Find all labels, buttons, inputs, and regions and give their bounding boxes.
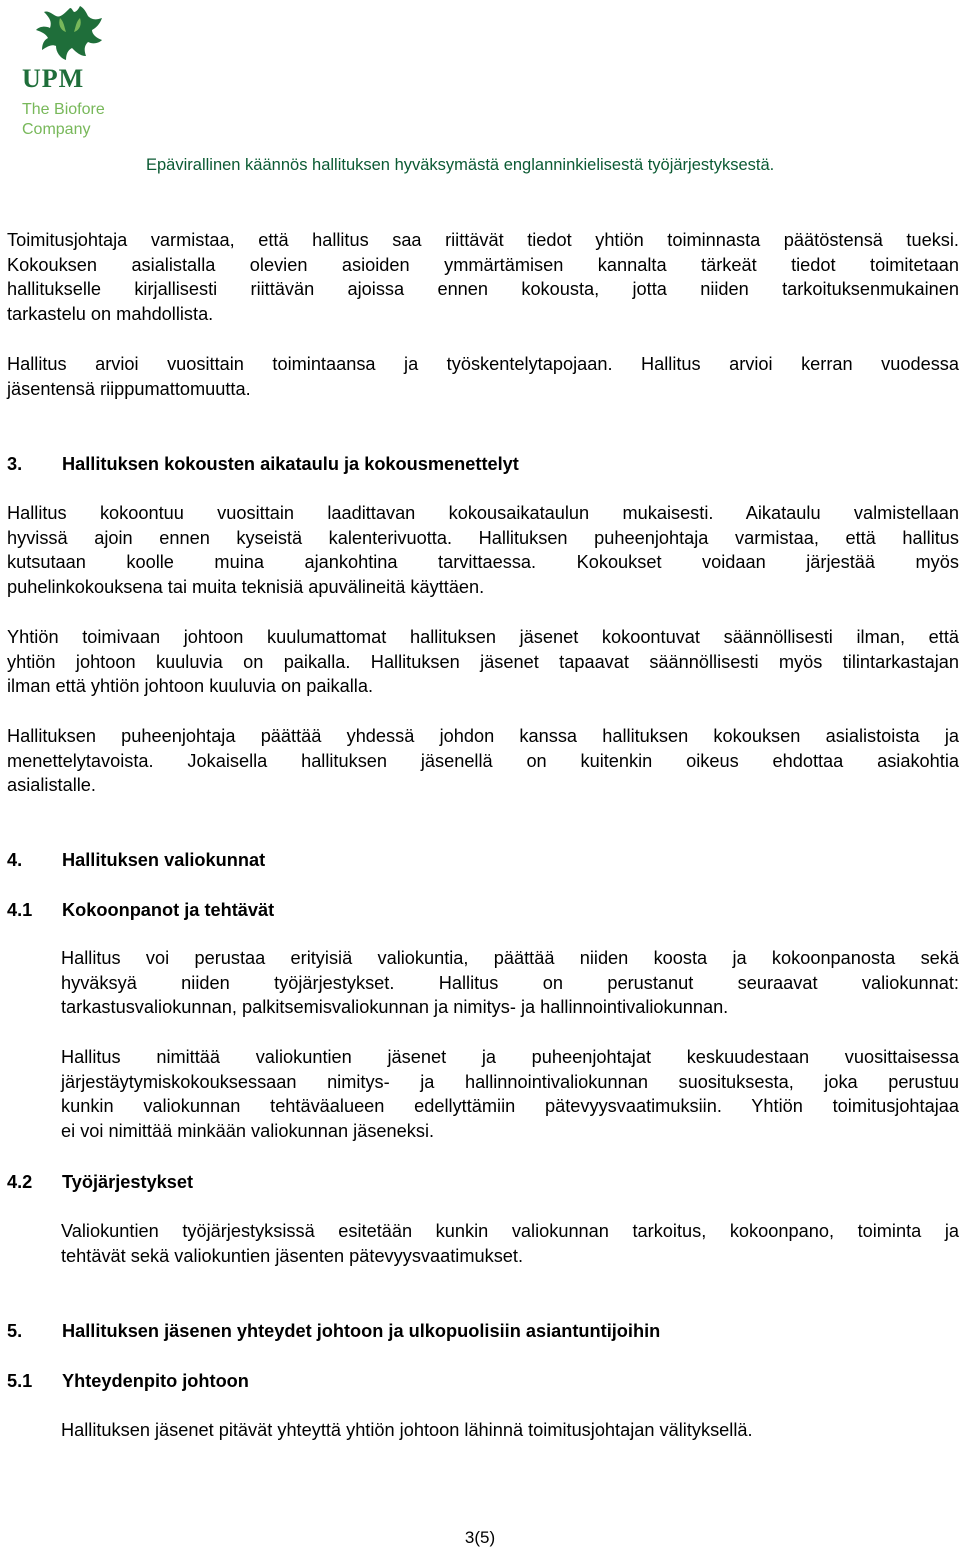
text-line: puhelinkokouksena tai muita teknisiä apuvälineitä käyttäen. bbox=[7, 577, 485, 598]
text-line: Yhtiön toimivaan johtoon kuulumattomat hallituksen jäsenet kokoontuvat säännöllisesti ilman, että bbox=[7, 627, 959, 647]
section-title: Hallituksen jäsenen yhteydet johtoon ja ulkopuolisiin asiantuntijoihin bbox=[62, 1321, 661, 1341]
upm-logo bbox=[22, 4, 118, 138]
text-line: Kokouksen asialistalla olevien asioiden ymmärtämisen kannalta tärkeät tiedot toimitetaan bbox=[7, 254, 959, 275]
section-title: Hallituksen valiokunnat bbox=[62, 850, 266, 870]
paragraph-management-contact bbox=[61, 1418, 959, 1443]
text-line: järjestäytymiskokouksessaan nimitys- ja hallinnointivaliokunnan suosituksesta, joka perustuu bbox=[61, 1071, 959, 1092]
text-line: hallitukselle kirjallisesti riittävän ajoissa ennen kokousta, jotta niiden tarkoituksenmukainen bbox=[7, 279, 959, 300]
logo-tagline-line1: The Biofore bbox=[22, 101, 105, 118]
paragraph-self-evaluation bbox=[7, 352, 959, 401]
section-title: Yhteydenpito johtoon bbox=[62, 1371, 249, 1391]
header-note: Epävirallinen käännös hallituksen hyväksymästä englanninkielisestä työjärjestyksestä. bbox=[146, 156, 775, 174]
text-line: hyväksyä niiden työjärjestykset. Hallitus on perustanut seuraavat valiokunnat: bbox=[61, 972, 959, 993]
paragraph-meeting-schedule bbox=[7, 501, 959, 600]
text-line: kutsutaan koolle muina ajankohtina tarvittaessa. Kokoukset voidaan järjestää myös bbox=[7, 552, 959, 573]
text-line: Hallituksen jäsenet pitävät yhteyttä yhtiön johtoon lähinnä toimitusjohtajan välityksellä. bbox=[61, 1420, 753, 1440]
text-line: tehtävät sekä valiokuntien jäsenten pätevyysvaatimukset. bbox=[61, 1245, 524, 1266]
text-line: Toimitusjohtaja varmistaa, että hallitus saa riittävät tiedot yhtiön toiminnasta päätöstensä tueksi. bbox=[7, 230, 959, 250]
paragraph-committee-appointment bbox=[61, 1045, 959, 1144]
text-line: Hallitus voi perustaa erityisiä valiokuntia, päättää niiden koosta ja kokoonpanosta sekä bbox=[61, 948, 959, 968]
section-title: Kokoonpanot ja tehtävät bbox=[62, 900, 275, 920]
text-line: jäsentensä riippumattomuutta. bbox=[7, 378, 251, 399]
section-title: Työjärjestykset bbox=[62, 1172, 194, 1192]
paragraph-info-delivery bbox=[7, 228, 959, 327]
section-number: 4.1 bbox=[7, 900, 33, 920]
section-number: 4. bbox=[7, 850, 23, 870]
paragraph-charters bbox=[61, 1219, 959, 1268]
logo-tagline bbox=[22, 100, 132, 140]
text-line: kunkin valiokunnan tehtäväalueen edellyttämiin pätevyysvaatimuksiin. Yhtiön toimitusjohtajaa bbox=[61, 1096, 959, 1117]
logo-tagline-line2: Company bbox=[22, 121, 91, 138]
text-line: tarkastelu on mahdollista. bbox=[7, 304, 214, 325]
page-number: 3(5) bbox=[464, 1528, 496, 1547]
text-line: yhtiön johtoon kuuluvia on paikalla. Hallituksen jäsenet tapaavat säännöllisesti myös tilintarkastajan bbox=[7, 651, 959, 672]
section-number: 3. bbox=[7, 454, 23, 474]
paragraph-committees bbox=[61, 946, 959, 1020]
text-line: asialistalle. bbox=[7, 775, 96, 796]
logo-wordmark: UPM bbox=[22, 64, 85, 93]
text-line: Hallitus arvioi vuosittain toimintaansa ja työskentelytapojaan. Hallitus arvioi kerran vuodessa bbox=[7, 354, 959, 374]
section-number: 4.2 bbox=[7, 1172, 33, 1192]
text-line: Hallitus nimittää valiokuntien jäsenet ja puheenjohtajat keskuudestaan vuosittaisessa bbox=[61, 1047, 959, 1067]
text-line: Hallituksen puheenjohtaja päättää yhdessä johdon kanssa hallituksen kokouksen asialistoista ja bbox=[7, 726, 959, 746]
text-line: ilman että yhtiön johtoon kuuluvia on paikalla. bbox=[7, 676, 374, 697]
text-line: menettelytavoista. Jokaisella hallituksen jäsenellä on kuitenkin oikeus ehdottaa asiakohtia bbox=[7, 750, 959, 771]
section-number: 5.1 bbox=[7, 1371, 33, 1391]
text-line: Valiokuntien työjärjestyksissä esitetään kunkin valiokunnan tarkoitus, kokoonpano, toiminta ja bbox=[61, 1221, 959, 1241]
text-line: tarkastusvaliokunnan, palkitsemisvaliokunnan ja nimitys- ja hallinnointivaliokunnan. bbox=[61, 997, 729, 1018]
text-line: hyvissä ajoin ennen kyseistä kalenterivuotta. Hallituksen puheenjohtaja varmistaa, että hallitus bbox=[7, 527, 959, 548]
text-line: Hallitus kokoontuu vuosittain laadittavan kokousaikataulun mukaisesti. Aikataulu valmistellaan bbox=[7, 503, 959, 523]
paragraph-agenda bbox=[7, 724, 959, 798]
text-line: ei voi nimittää minkään valiokunnan jäseneksi. bbox=[61, 1121, 435, 1142]
section-title: Hallituksen kokousten aikataulu ja kokousmenettelyt bbox=[62, 454, 519, 474]
griffin-emblem-icon bbox=[30, 4, 110, 62]
section-number: 5. bbox=[7, 1321, 23, 1341]
paragraph-non-executive-meetings bbox=[7, 625, 959, 699]
